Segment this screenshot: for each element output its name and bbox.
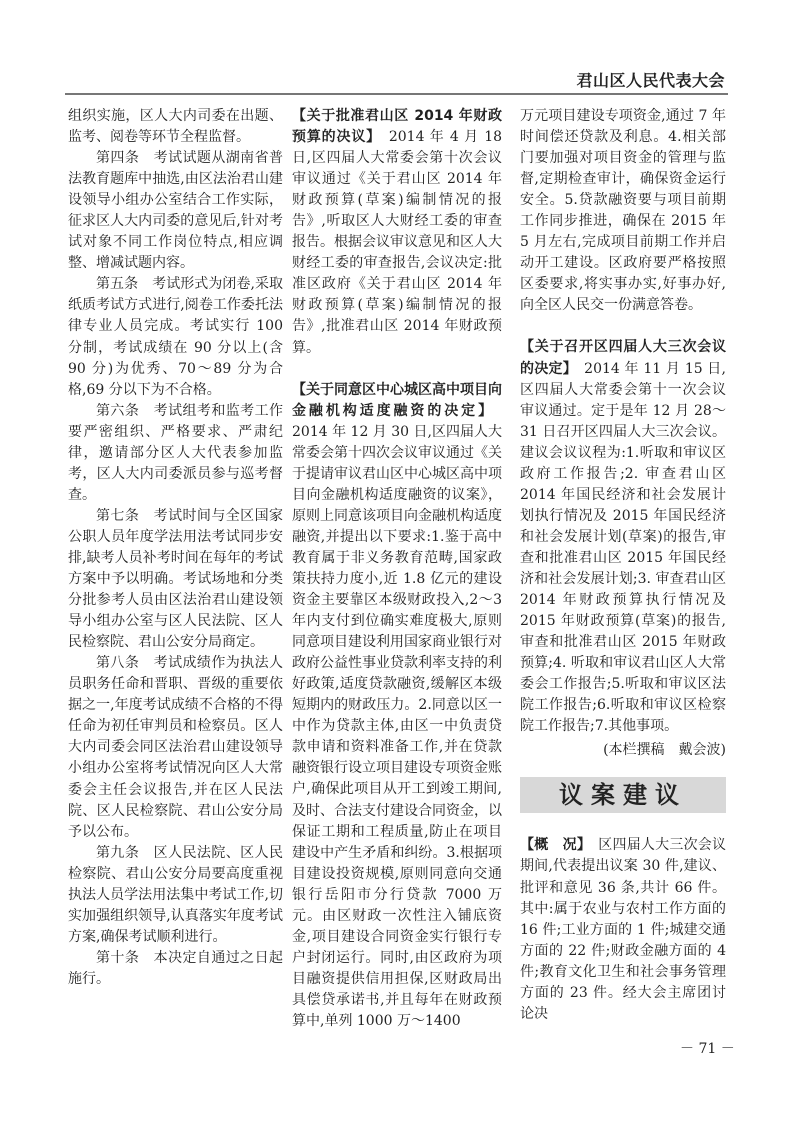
article-10: 第十条 本决定自通过之日起施行。 (68, 949, 283, 987)
entry-body: 2014 年 4 月 18 日,区四届人大常委会第十次会议审议通过《关于君山区 2014 年财政预算(草案)编制情况的报告》,听取区人大财经工委的审查报告。根据会议审议意见和区人大财经工委的审查报告,会议决定:批准区政府《关于君山区 2014 年财政预算(草案)编制情况的报告》,批准君山区 2014 年财政预算。 (292, 129, 503, 356)
running-header-title: 君山区人民代表大会 (576, 71, 725, 90)
entry-body: 2014 年 12 月 30 日,区四届人大常委会第十四次会议审议通过《关于提请审议君山区中心城区高中项目向金融机构适度融资的议案》，原则上同意该项目向金融机构适度融资,并提出以下要求:1.鉴于高中教育属于非义务教育范畴,国家政策扶持力度小,近 1.8 亿元的建设资金主要靠区本级财政投入,2～3 年内支付到位确实难度极大,原则同意项目建设利用国家商业银行对政府公益性事业贷款利率支持的利好政策,适度贷款融资,缓解区本级短期内的财政压力。2.同意以区一中作为贷款主体,由区一中负责贷款申请和资料准备工作,并在贷款融资银行设立项目建设专项资金账户,确保此项目从开工到竣工期间,及时、合法支付建设合同资金，以保证工期和工程质量,防止在项目建设中产生矛盾和纠纷。3.根据项目建设投资规模,原则同意向交通银行岳阳市分行贷款 7000 万元。由区财政一次性注入铺底资金,项目建设合同资金实行银行专户封闭运行。同时,由区政府为项目融资提供信用担保,区财政局出具偿贷承诺书,并且每年在财政预算中,单列 1000 万～1400 (292, 402, 502, 1029)
entry-heading: 【关于批准君山区 2014 年财政预算的决议】 (292, 108, 502, 146)
article-9: 第九条 区人民法院、区人民检察院、君山公安分局要高度重视执法人员学法用法集中考试工作,切实加强组织领导,认真落实年度考试方案,确保考试顺利进行。 (68, 844, 283, 945)
paragraph: 组织实施，区人大内司委在出题、监考、阅卷等环节全程监督。 (68, 108, 283, 146)
article-6: 第六条 考试组考和监考工作要严密组织、严格要求、严肃纪律，邀请部分区人大代表参加监考，区人大内司委派员参与巡考督查。 (68, 402, 283, 503)
column-2 (292, 106, 502, 1032)
financing-decision-entry (292, 380, 502, 1032)
page-number: － 71 － (680, 1041, 735, 1057)
budget-resolution-entry (292, 106, 502, 359)
session-decision-entry (520, 337, 726, 737)
entry-heading: 【概 况】 (520, 837, 585, 854)
article-4: 第四条 考试试题从湖南省普法教育题库中抽选,由区法治君山建设领导小组办公室结合工作实际，征求区人大内司委的意见后,针对考试对象不同工作岗位特点,相应调整、增减试题内容。 (68, 150, 283, 272)
column-3 (520, 106, 726, 1025)
section-title-banner: 议案建议 (520, 777, 726, 813)
column-1 (68, 106, 283, 990)
continuation-text: 万元项目建设专项资金,通过 7 年时间偿还贷款及利息。4.相关部门要加强对项目资金的管理与监督,定期检查审计，确保资金运行安全。5.贷款融资要与项目前期工作同步推进，确保在 2015 年 5 月左右,完成项目前期工作并启动开工建设。区政府要严格按照区委要求,将实事办实,好事办好,向全区人民交一份满意答卷。 (520, 108, 726, 314)
article-5: 第五条 考试形式为闭卷,采取纸质考试方式进行,阅卷工作委托法律专业人员完成。考试实行 100 分制，考试成绩在 90 分以上(含 90 分)为优秀、70～89 分为合格,69 分以下为不合格。 (68, 276, 283, 398)
article-7: 第七条 考试时间与全区国家公职人员年度学法用法考试同步安排,缺考人员补考时间在每年的考试方案中予以明确。考试场地和分类分批参考人员由区法治君山建设领导小组办公室与区人民法院、区人民检察院、君山公安分局商定。 (68, 507, 283, 651)
article-8: 第八条 考试成绩作为执法人员职务任命和晋职、晋级的重要依据之一,年度考试成绩不合格的不得任命为初任审判员和检察员。区人大内司委会同区法治君山建设领导小组办公室将考试情况向区人大常委会主任会议报告,并在区人民法院、区人民检察院、君山公安分局予以公布。 (68, 655, 283, 840)
entry-body: 区四届人大三次会议期间,代表提出议案 30 件,建议、批评和意见 36 条,共计 66 件。其中:属于农业与农村工作方面的 16 件;工业方面的 1 件;城建交通方面的 22 件;财政金融方面的 4 件;教育文化卫生和社会事务管理方面的 23 件。经大会主席团讨论决 (520, 837, 727, 1022)
entry-heading: 【关于召开区四届人大三次会议的决定】 (520, 339, 726, 377)
overview-entry (520, 835, 726, 1024)
author-credit: (本栏撰稿 戴会波) (603, 742, 726, 759)
header-rule (65, 93, 728, 95)
entry-heading: 【关于同意区中心城区高中项目向金融机构适度融资的决定】 (292, 381, 502, 419)
entry-body: 2014 年 11 月 15 日,区四届人大常委会第十一次会议审议通过。定于是年 12 月 28～31 日召开区四届人大三次会议。建议会议议程为:1.听取和审议区政府工作报告;2. 审查君山区 2014 年国民经济和社会发展计划执行情况及 2015 年国民经济和社会发展计划(草案)的报告,审查和批准君山区 2015 年国民经济和社会发展计划;3. 审查君山区 2014 年财政预算执行情况及 2015 年财政预算(草案)的报告,审查和批准君山区 2015 年财政预算;4. 听取和审议君山区人大常委会工作报告;5.听取和审议区法院工作报告;6.听取和审议区检察院工作报告;7.其他事项。 (520, 360, 726, 735)
